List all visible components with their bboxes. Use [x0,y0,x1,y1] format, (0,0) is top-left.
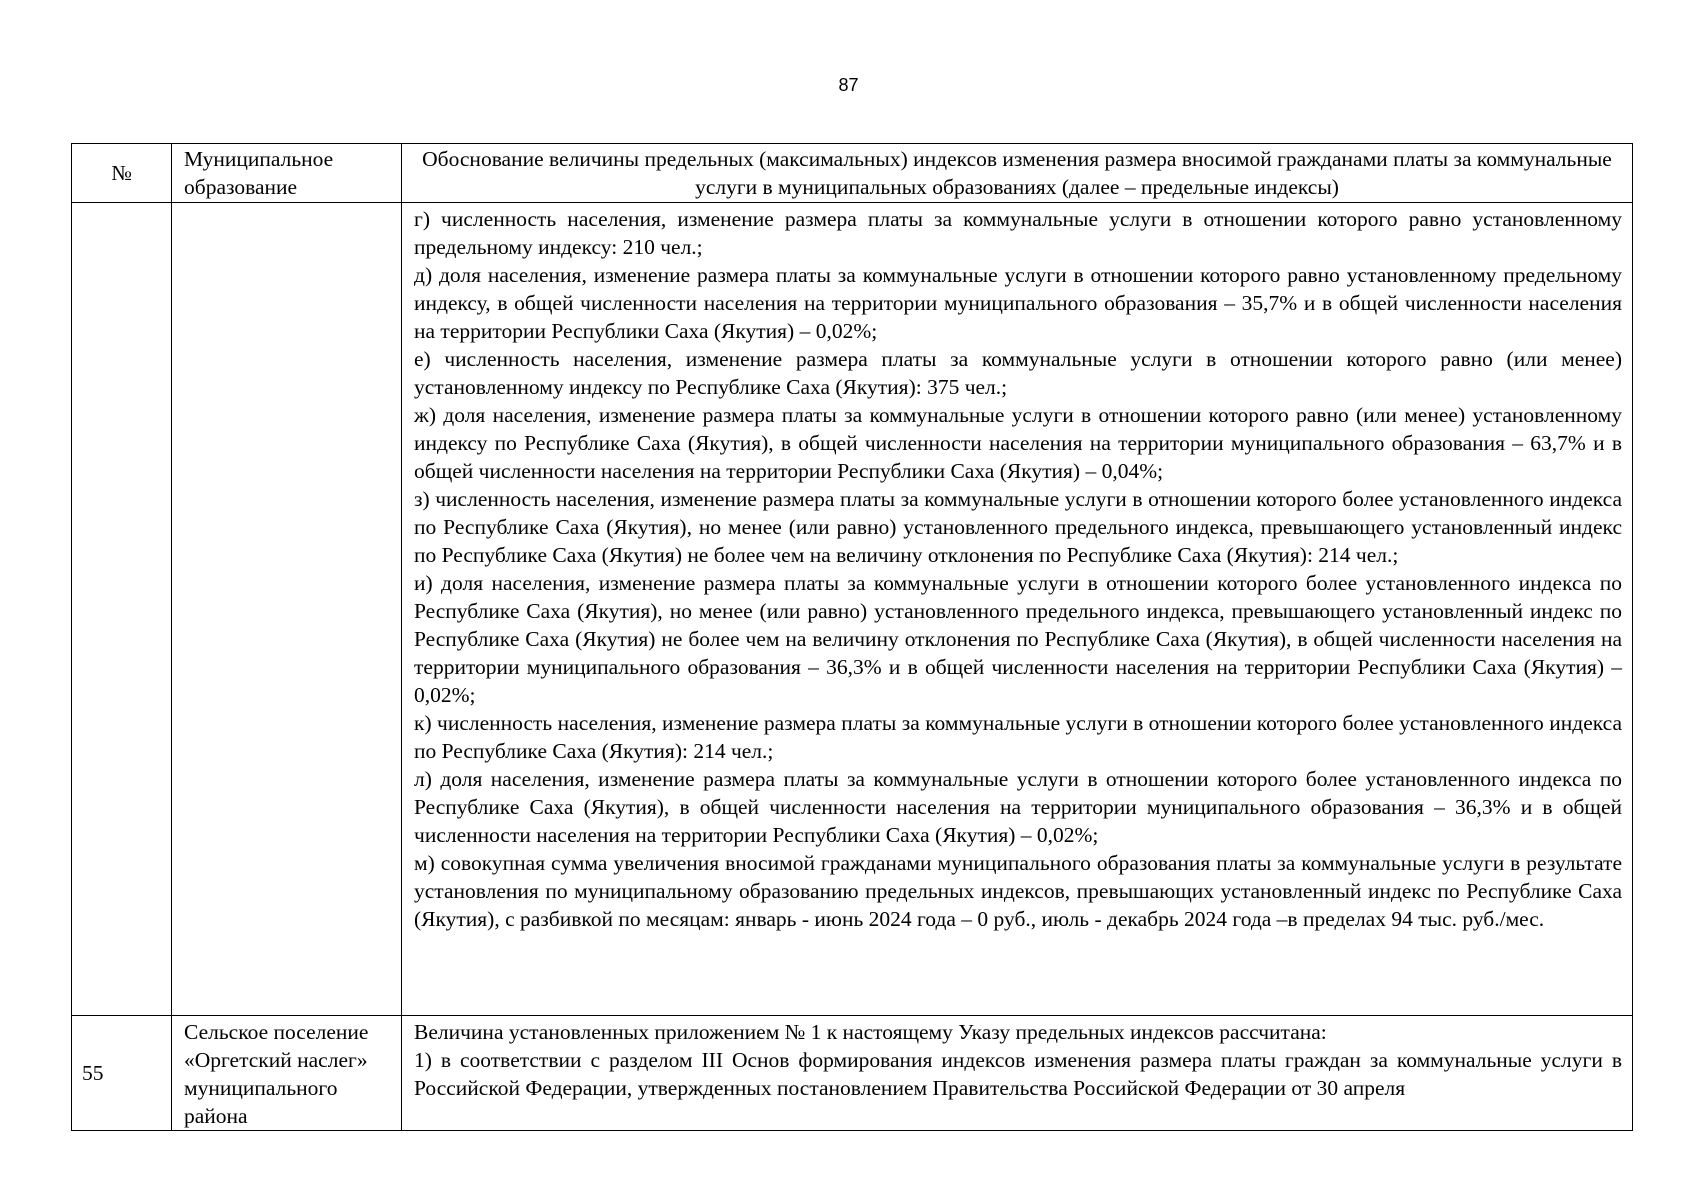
paragraph-z: з) численность населения, изменение размера платы за коммунальные услуги в отношении которого более установленного индекса по Республике Саха (Якутия), но менее (или равно) установленного предельного индекса, превышающего установленный индекс по Республике Саха (Якутия) не более чем на величину отклонения по Республике Саха (Якутия): 214 чел.; [414,487,1622,567]
paragraph-i: и) доля населения, изменение размера платы за коммунальные услуги в отношении которого более установленного индекса по Республике Саха (Якутия), но менее (или равно) установленного предельного индекса, превышающего установленный индекс по Республике Саха (Якутия) не более чем на величину отклонения по Республике Саха (Якутия), в общей численности населения на территории муниципального образования – 36,3% и в общей численности населения на территории Республики Саха (Якутия) – 0,02%; [414,571,1622,707]
paragraph-d: д) доля населения, изменение размера платы за коммунальные услуги в отношении которого равно установленному предельному индексу, в общей численности населения на территории муниципального образования – 35,7% и в общей численности населения на территории Республики Саха (Якутия) – 0,02%; [414,263,1622,343]
paragraph-intro: Величина установленных приложением № 1 к настоящему Указу предельных индексов рассчитана: [414,1020,1327,1044]
page-number: 87 [838,75,859,95]
row-number-cell [72,203,172,1016]
table-header-row [72,144,1633,203]
row-municipality-cell [172,203,402,1016]
paragraph-1: 1) в соответствии с разделом III Основ формирования индексов изменения размера платы граждан за коммунальные услуги в Российской Федерации, утвержденных постановлением Правительства Российской Федерации от 30 апреля [414,1048,1622,1100]
header-justification: Обоснование величины предельных (максимальных) индексов изменения размера вносимой гражданами платы за коммунальные услуги в муниципальных образованиях (далее – предельные индексы) [402,144,1633,203]
paragraph-m: м) совокупная сумма увеличения вносимой гражданами муниципального образования платы за коммунальные услуги в результате установления по муниципальному образованию предельных индексов, превышающих установленный индекс по Республике Саха (Якутия), с разбивкой по месяцам: январь - июнь 2024 года – 0 руб., июль - декабрь 2024 года –в пределах 94 тыс. руб./мес. [414,851,1622,931]
header-number: № [72,144,172,203]
table-row [72,203,1633,1016]
indices-table [71,143,1633,1131]
row-justification-cell [402,203,1633,1016]
header-municipality: Муниципальное образование [172,144,402,203]
row-municipality-cell: Сельское поселение «Оргетский наслег» муниципального района [172,1016,402,1131]
paragraph-g: г) численность населения, изменение размера платы за коммунальные услуги в отношении которого равно установленному предельному индексу: 210 чел.; [414,207,1622,259]
table-row-55 [72,1016,1633,1131]
row-number-cell: 55 [72,1016,172,1131]
paragraph-k: к) численность населения, изменение размера платы за коммунальные услуги в отношении которого более установленного индекса по Республике Саха (Якутия): 214 чел.; [414,711,1622,763]
paragraph-l: л) доля населения, изменение размера платы за коммунальные услуги в отношении которого более установленного индекса по Республике Саха (Якутия), в общей численности населения на территории муниципального образования – 36,3% и в общей численности населения на территории Республики Саха (Якутия) – 0,02%; [414,767,1622,847]
row-justification-cell [402,1016,1633,1131]
paragraph-zh: ж) доля населения, изменение размера платы за коммунальные услуги в отношении которого равно (или менее) установленному индексу по Республике Саха (Якутия), в общей численности населения на территории муниципального образования – 63,7% и в общей численности населения на территории Республики Саха (Якутия) – 0,04%; [414,403,1622,483]
paragraph-e: е) численность населения, изменение размера платы за коммунальные услуги в отношении которого равно (или менее) установленному индексу по Республике Саха (Якутия): 375 чел.; [414,347,1622,399]
